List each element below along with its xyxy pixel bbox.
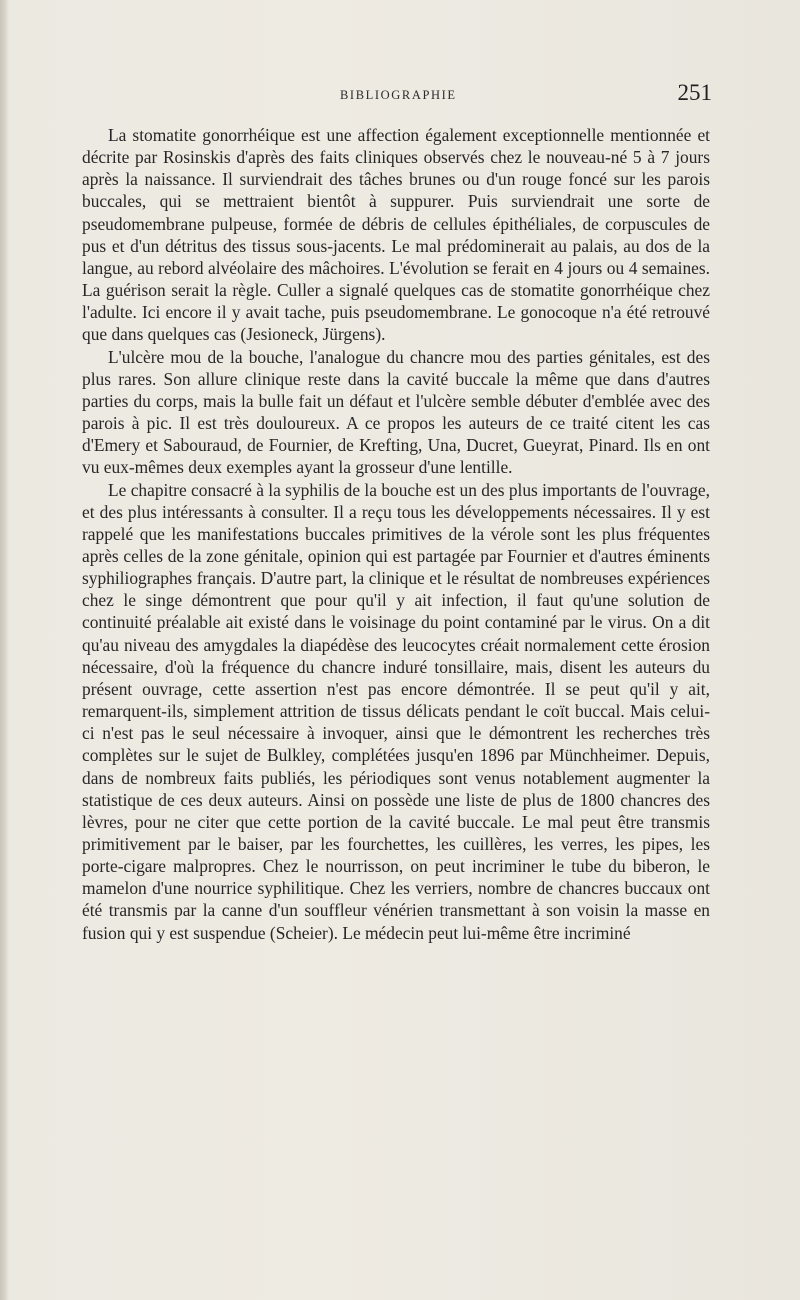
running-header xyxy=(80,82,712,108)
page-spine-shadow xyxy=(0,0,9,1300)
paragraph-oral-syphilis: Le chapitre consacré à la syphilis de la bouche est un des plus importants de l'ouvrage, et des plus intéressants à consulter. Il a reçu tous les développements nécessaires. Il y est rappelé que les manifestations buccales primitives de la vérole sont les plus fréquentes après celles de la zone génitale, opinion qui est partagée par Fournier et d'autres éminents syphiliographes français. D'autre part, la clinique et le résultat de nombreuses expériences chez le singe démontrent que pour qu'il y ait infection, il faut qu'une solution de continuité préalable ait existé dans le voisinage du point contaminé par le virus. On a dit qu'au niveau des amygdales la diapédèse des leucocytes créait normalement cette érosion nécessaire, d'où la fréquence du chancre induré tonsillaire, mais, disent les auteurs du présent ouvrage, cette assertion n'est pas encore démontrée. Il se peut qu'il y ait, remarquent-ils, simplement attrition de tissus délicats pendant le coït buccal. Mais celui-ci n'est pas le seul nécessaire à invoquer, ainsi que le démontrent les recherches très complètes sur le sujet de Bulkley, complétées jusqu'en 1896 par Münchheimer. Depuis, dans de nombreux faits publiés, les périodiques sont venus notablement augmenter la statistique de ces deux auteurs. Ainsi on possède une liste de plus de 1800 chancres des lèvres, pour ne citer que cette portion de la cavité buccale. Le mal peut être transmis primitivement par le baiser, par les fourchettes, les cuillères, les verres, les pipes, les porte-cigare malpropres. Chez le nourrisson, on peut incriminer le tube du biberon, le mamelon d'une nourrice syphilitique. Chez les verriers, nombre de chancres buccaux ont été transmis par la canne d'un souffleur vénérien transmettant à son voisin la masse en fusion qui y est suspendue (Scheier). Le médecin peut lui-même être incriminé xyxy=(82,479,710,943)
page-number: 251 xyxy=(677,80,712,105)
body-text xyxy=(82,124,710,944)
running-title: BIBLIOGRAPHIE xyxy=(340,88,457,102)
paragraph-gonorrheal-stomatitis: La stomatite gonorrhéique est une affection également exceptionnelle mentionnée et décrite par Rosinskis d'après des faits cliniques observés chez le nouveau-né 5 à 7 jours après la naissance. Il surviendrait des tâches brunes ou d'un rouge foncé sur les parois buccales, qui se mettraient bientôt à suppurer. Puis surviendrait une sorte de pseudomembrane pulpeuse, formée de débris de cellules épithéliales, de corpuscules de pus et d'un détritus des tissus sous-jacents. Le mal prédominerait au palais, au dos de la langue, au rebord alvéolaire des mâchoires. L'évolution se ferait en 4 jours ou 4 semaines. La guérison serait la règle. Culler a signalé quelques cas de stomatite gonorrhéique chez l'adulte. Ici encore il y avait tache, puis pseudomembrane. Le gonocoque n'a été retrouvé que dans quelques cas (Jesioneck, Jürgens). xyxy=(82,125,710,345)
paragraph-soft-chancre: L'ulcère mou de la bouche, l'analogue du chancre mou des parties génitales, est des plus rares. Son allure clinique reste dans la cavité buccale la même que dans d'autres parties du corps, mais la bulle fait un défaut et l'ulcère semble débuter d'emblée avec des parois à pic. Il est très douloureux. A ce propos les auteurs de ce traité citent les cas d'Emery et Sabouraud, de Fournier, de Krefting, Una, Ducret, Gueyrat, Pinard. Ils en ont vu eux-mêmes deux exemples ayant la grosseur d'une lentille. xyxy=(82,346,710,478)
